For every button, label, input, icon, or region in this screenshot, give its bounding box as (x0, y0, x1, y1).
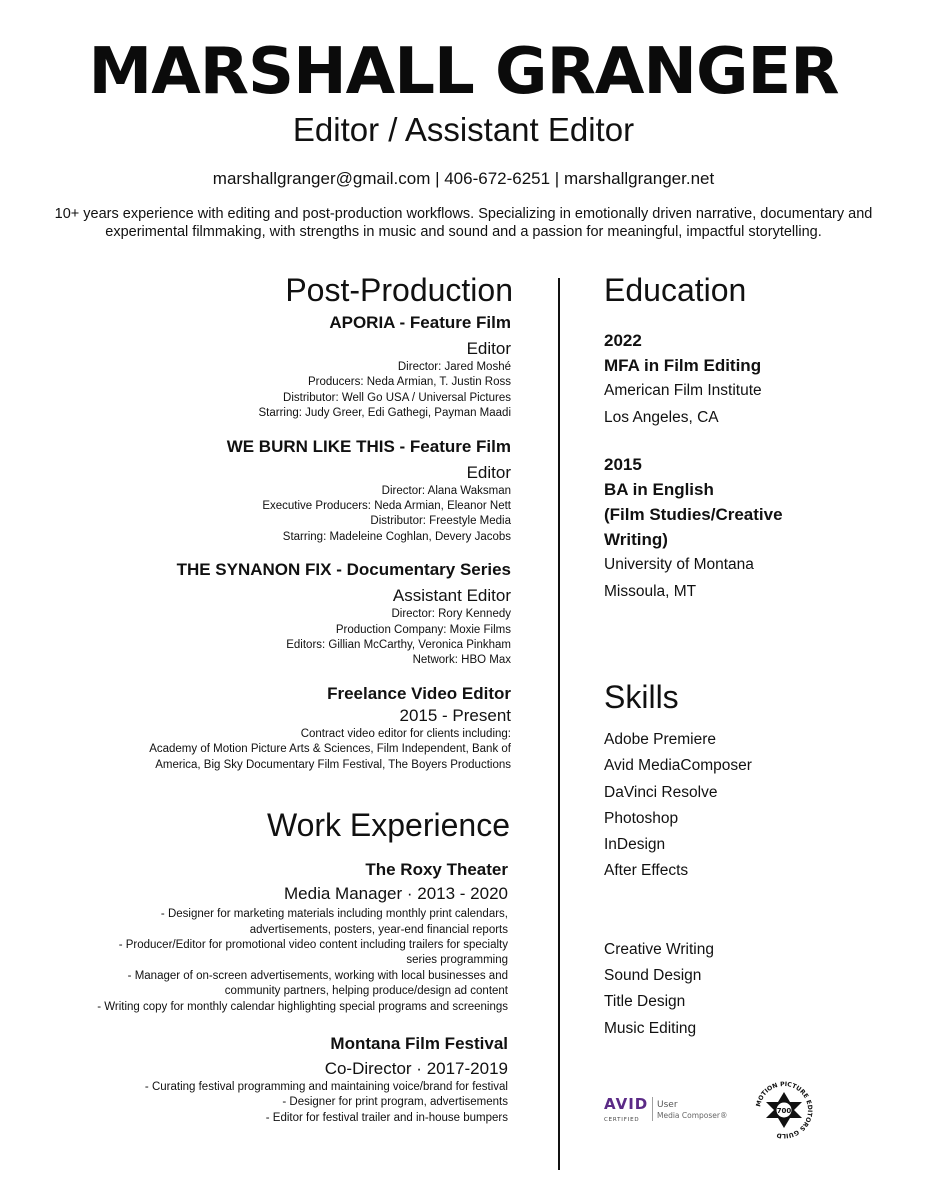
entry-detail: Starring: Judy Greer, Edi Gathegi, Payman Maadi (258, 407, 511, 420)
entry-detail: Distributor: Freestyle Media (370, 515, 511, 528)
post-production-heading: Post-Production (285, 272, 513, 308)
other-skills (604, 937, 904, 1042)
skill-item: Creative Writing (604, 940, 714, 958)
post-production-entry (40, 683, 511, 773)
skill-item: Avid MediaComposer (604, 757, 752, 775)
entry-role: Editor (466, 339, 511, 358)
education-degree: MFA in Film Editing (604, 356, 762, 375)
avid-certified-logo (604, 1095, 734, 1125)
skills-heading: Skills (604, 679, 679, 715)
skill-item: Photoshop (604, 809, 679, 827)
entry-title: Montana Film Festival (330, 1033, 508, 1053)
entry-role: Co-Director · 2017-2019 (324, 1058, 508, 1078)
skill-item: Adobe Premiere (604, 731, 717, 748)
entry-detail: Starring: Madeleine Coghlan, Devery Jacobs (282, 530, 511, 543)
editors-guild-seal (752, 1078, 816, 1142)
skill-item: DaVinci Resolve (604, 783, 718, 801)
entry-detail: advertisements, posters, year-end financial reports (249, 923, 508, 936)
column-divider (558, 278, 560, 1170)
skill-item: InDesign (604, 836, 666, 854)
post-production-entry (40, 312, 511, 422)
post-production-entry (40, 436, 511, 546)
entry-detail: Production Company: Moxie Films (335, 623, 511, 636)
work-experience-heading: Work Experience (266, 807, 510, 844)
avid-product-text: Media Composer® (657, 1111, 728, 1120)
entry-detail: Director: Alana Waksman (381, 484, 511, 497)
avid-wordmark: AVID (604, 1095, 649, 1113)
education-location: Missoula, MT (604, 582, 697, 600)
entry-detail: - Manager of on-screen advertisements, working with local businesses and (127, 969, 508, 982)
entry-title: APORIA - Feature Film (329, 313, 511, 332)
education-entry (604, 328, 904, 431)
entry-role: Assistant Editor (392, 586, 511, 606)
contact-line: marshallgranger@gmail.com | 406-672-6251 | marshallgranger.net (212, 169, 715, 188)
entry-title: THE SYNANON FIX - Documentary Series (176, 560, 511, 580)
skill-item: Sound Design (604, 967, 702, 985)
education-degree: Writing) (604, 530, 668, 549)
candidate-title: Editor / Assistant Editor (292, 111, 635, 148)
work-entry (40, 1033, 508, 1126)
education-degree: BA in English (604, 480, 714, 499)
summary-paragraph: 10+ years experience with editing and post-production workflows. Specializing in emotionally driven narrative, documentary and experimental filmmaking, with strengths in music and sound and a passion for meaningful, impactful storytelling. (54, 206, 873, 240)
entry-detail: Executive Producers: Neda Armian, Eleanor Nett (262, 500, 511, 513)
education-year: 2015 (604, 455, 642, 474)
education-location: Los Angeles, CA (604, 408, 719, 426)
education-school: American Film Institute (604, 382, 762, 399)
entry-detail: Director: Rory Kennedy (391, 608, 511, 621)
software-skills (604, 727, 904, 885)
entry-detail: - Producer/Editor for promotional video content including trailers for specialty (118, 938, 508, 951)
entry-title: WE BURN LIKE THIS - Feature Film (226, 436, 511, 456)
entry-detail: - Designer for print program, advertisements (282, 1096, 508, 1109)
entry-detail: Editors: Gillian McCarthy, Veronica Pinkham (286, 639, 511, 652)
entry-detail: Producers: Neda Armian, T. Justin Ross (307, 376, 511, 389)
certification-badges (604, 1078, 904, 1148)
entry-detail: series programming (406, 954, 508, 967)
guild-local-number: 700 (776, 1107, 792, 1115)
entry-detail: Distributor: Well Go USA / Universal Pictures (283, 391, 511, 404)
skill-item: Music Editing (604, 1019, 697, 1037)
avid-certified-text: CERTIFIED (604, 1117, 640, 1123)
education-entry (604, 452, 904, 605)
entry-role: Media Manager · 2013 - 2020 (284, 884, 508, 904)
education-heading: Education (604, 272, 747, 308)
entry-detail: - Designer for marketing materials including monthly print calendars, (160, 908, 508, 921)
work-entry (40, 859, 508, 1015)
entry-title: The Roxy Theater (365, 860, 508, 880)
entry-detail: community partners, helping produce/design ad content (224, 985, 508, 998)
education-school: University of Montana (604, 556, 754, 573)
skill-item: After Effects (604, 862, 689, 880)
entry-detail: Academy of Motion Picture Arts & Sciences, Film Independent, Bank of (149, 743, 511, 756)
entry-detail: Contract video editor for clients including: (300, 727, 511, 740)
entry-detail: Network: HBO Max (412, 654, 511, 667)
skill-item: Title Design (604, 993, 686, 1011)
avid-user-text: User (657, 1100, 678, 1110)
entry-role: Editor (466, 462, 511, 482)
education-year: 2022 (604, 331, 642, 350)
education-degree: (Film Studies/Creative (604, 505, 783, 524)
guild-seal-text: MOTION PICTURE EDITORS GUILD (755, 1080, 814, 1140)
entry-role: 2015 - Present (399, 705, 511, 725)
left-column (40, 268, 513, 1126)
post-production-entry (40, 559, 511, 669)
right-column (604, 268, 904, 1042)
candidate-name: MARSHALL GRANGER (88, 35, 839, 109)
entry-detail: - Curating festival programming and maintaining voice/brand for festival (144, 1080, 508, 1093)
entry-detail: America, Big Sky Documentary Film Festival, The Boyers Productions (155, 758, 511, 771)
entry-detail: Director: Jared Moshé (397, 361, 511, 373)
entry-title: Freelance Video Editor (327, 683, 511, 703)
entry-detail: - Writing copy for monthly calendar highlighting special programs and screenings (97, 1000, 508, 1013)
entry-detail: - Editor for festival trailer and in-house bumpers (265, 1111, 508, 1124)
